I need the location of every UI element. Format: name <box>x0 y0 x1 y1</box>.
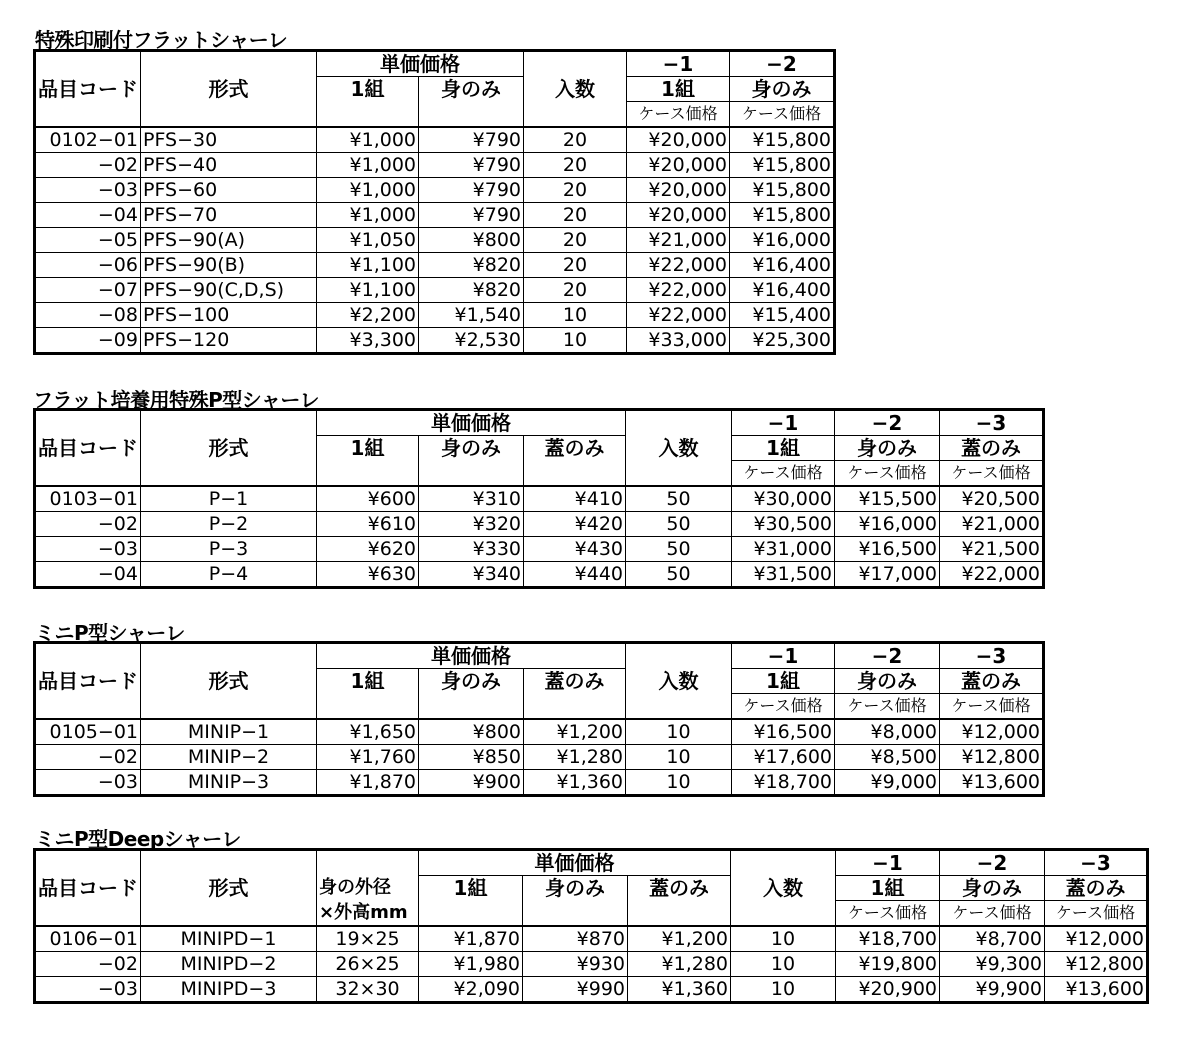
table-cell: ¥21,000 <box>940 512 1044 537</box>
header-case-3-sub: 蓋のみ <box>940 436 1044 461</box>
table-cell: ¥16,400 <box>730 253 835 278</box>
table-cell: −03 <box>35 977 141 1003</box>
section-title-mini-p-deep: ミニP型Deepシャーレ <box>35 827 241 851</box>
table-cell: ¥1,000 <box>317 203 419 228</box>
table-cell: −02 <box>35 952 141 977</box>
table-cell: −02 <box>35 512 141 537</box>
header-qty-label: 入数 <box>731 876 836 901</box>
header-case-1-sub: 1組 <box>836 876 940 901</box>
table-cell: MINIPD−3 <box>141 977 317 1003</box>
header-case-col-2: −2 <box>940 850 1045 876</box>
table-cell: ¥18,700 <box>836 926 940 952</box>
table-cell: ¥16,400 <box>730 278 835 303</box>
table-cell: ¥1,870 <box>317 770 419 796</box>
table-cell: −08 <box>35 303 141 328</box>
table-cell: ¥790 <box>419 178 524 203</box>
table-cell: 50 <box>626 486 732 512</box>
table-cell: 26×25 <box>317 952 419 977</box>
table-cell: ¥20,900 <box>836 977 940 1003</box>
table-body <box>35 486 1044 588</box>
section-title-flat-printed: 特殊印刷付フラットシャーレ <box>35 28 288 52</box>
table-cell: ¥310 <box>419 486 524 512</box>
table-cell: P−3 <box>141 537 317 562</box>
table-cell: −05 <box>35 228 141 253</box>
table-cell: ¥13,600 <box>1045 977 1148 1003</box>
table-body <box>35 926 1148 1003</box>
header-case-col-3: −3 <box>1045 850 1148 876</box>
header-case-3-sub: 蓋のみ <box>940 669 1044 694</box>
table-cell: −02 <box>35 153 141 178</box>
header-lid: 蓋のみ <box>524 436 626 461</box>
table-cell: 20 <box>524 253 627 278</box>
header-case-1-sub: 1組 <box>627 77 730 102</box>
table-cell: ¥21,500 <box>940 537 1044 562</box>
table-row <box>35 328 835 354</box>
header-case-col-1: −1 <box>836 850 940 876</box>
table-row <box>35 153 835 178</box>
table-cell: PFS−60 <box>141 178 317 203</box>
table-cell: ¥8,000 <box>835 719 940 745</box>
table-cell: ¥22,000 <box>627 253 730 278</box>
header-case-1-sub: 1組 <box>732 436 835 461</box>
header-dimension-line-2: ×外高mm <box>317 901 419 927</box>
table-cell: ¥22,000 <box>627 303 730 328</box>
table-cell: ¥13,600 <box>940 770 1044 796</box>
table-cell: ¥2,090 <box>419 977 523 1003</box>
table-cell: ¥620 <box>317 537 419 562</box>
table-row <box>35 178 835 203</box>
table-cell: MINIP−2 <box>141 745 317 770</box>
table-cell: ¥820 <box>419 278 524 303</box>
table-cell: 10 <box>731 952 836 977</box>
table-cell: PFS−120 <box>141 328 317 354</box>
table-row <box>35 745 1044 770</box>
table-cell: −09 <box>35 328 141 354</box>
header-case-price-3: ケース価格 <box>940 461 1044 487</box>
table-cell: ¥22,000 <box>940 562 1044 588</box>
table-cell: ¥320 <box>419 512 524 537</box>
table-cell: ¥17,600 <box>732 745 835 770</box>
table-cell: ¥1,100 <box>317 253 419 278</box>
table-cell: ¥800 <box>419 228 524 253</box>
table-cell: ¥12,800 <box>1045 952 1148 977</box>
table-row <box>35 303 835 328</box>
header-qty-label: 入数 <box>626 669 732 694</box>
header-unit-price: 単価価格 <box>419 850 731 876</box>
header-body: 身のみ <box>419 436 524 461</box>
table-cell: MINIP−3 <box>141 770 317 796</box>
table-cell: ¥12,000 <box>940 719 1044 745</box>
header-set: 1組 <box>419 876 523 901</box>
table-cell: 50 <box>626 537 732 562</box>
table-cell: PFS−90(B) <box>141 253 317 278</box>
table-cell: ¥1,050 <box>317 228 419 253</box>
table-row <box>35 512 1044 537</box>
header-qty <box>524 51 627 77</box>
table-cell: ¥20,000 <box>627 178 730 203</box>
header-set: 1組 <box>317 77 419 102</box>
header-body: 身のみ <box>523 876 628 901</box>
table-cell: PFS−90(C,D,S) <box>141 278 317 303</box>
table-cell: −07 <box>35 278 141 303</box>
header-unit-price: 単価価格 <box>317 643 626 669</box>
table-cell: ¥790 <box>419 203 524 228</box>
table-cell: ¥9,300 <box>940 952 1045 977</box>
table-cell: 10 <box>524 328 627 354</box>
table-cell: 32×30 <box>317 977 419 1003</box>
header-unit-price: 単価価格 <box>317 410 626 436</box>
table-cell: ¥610 <box>317 512 419 537</box>
header-case-price-1: ケース価格 <box>836 901 940 927</box>
table-row <box>35 127 835 153</box>
header-case-price-2: ケース価格 <box>940 901 1045 927</box>
table-row <box>35 253 835 278</box>
header-case-2-sub: 身のみ <box>835 436 940 461</box>
table-row <box>35 926 1148 952</box>
table-cell: P−1 <box>141 486 317 512</box>
table-cell: ¥16,000 <box>835 512 940 537</box>
table-row <box>35 952 1148 977</box>
table-cell: ¥17,000 <box>835 562 940 588</box>
table-cell: ¥16,500 <box>835 537 940 562</box>
table-cell: ¥31,500 <box>732 562 835 588</box>
table-row <box>35 203 835 228</box>
table-cell: 10 <box>731 977 836 1003</box>
header-case-price-2: ケース価格 <box>835 461 940 487</box>
header-case-2-sub: 身のみ <box>940 876 1045 901</box>
header-case-price-1: ケース価格 <box>627 102 730 128</box>
table-cell: ¥2,530 <box>419 328 524 354</box>
table-cell: MINIPD−2 <box>141 952 317 977</box>
table-cell: 20 <box>524 278 627 303</box>
table-cell: ¥20,000 <box>627 203 730 228</box>
table-cell: ¥15,800 <box>730 153 835 178</box>
table-row <box>35 562 1044 588</box>
table-row <box>35 278 835 303</box>
table-cell: ¥1,200 <box>524 719 626 745</box>
table-cell: 10 <box>626 719 732 745</box>
table-cell: ¥18,700 <box>732 770 835 796</box>
table-cell: ¥1,540 <box>419 303 524 328</box>
table-cell: ¥1,000 <box>317 153 419 178</box>
header-model-label: 形式 <box>141 77 317 102</box>
header-unit-price: 単価価格 <box>317 51 524 77</box>
header-case-col-1: −1 <box>732 643 835 669</box>
table-cell: ¥1,000 <box>317 127 419 153</box>
table-cell: MINIP−1 <box>141 719 317 745</box>
table-cell: ¥16,500 <box>732 719 835 745</box>
table-cell: −03 <box>35 537 141 562</box>
section-title-flat-culture-p: フラット培養用特殊P型シャーレ <box>33 388 319 412</box>
table-row <box>35 228 835 253</box>
table-cell: ¥1,000 <box>317 178 419 203</box>
table-cell: −03 <box>35 770 141 796</box>
header-case-2-sub: 身のみ <box>835 669 940 694</box>
header-case-price-3: ケース価格 <box>1045 901 1148 927</box>
table-cell: ¥1,100 <box>317 278 419 303</box>
section-title-mini-p: ミニP型シャーレ <box>35 621 185 645</box>
table-cell: ¥22,000 <box>627 278 730 303</box>
table-row <box>35 537 1044 562</box>
table-cell: 20 <box>524 178 627 203</box>
header-code-label: 品目コード <box>35 876 141 901</box>
header-case-col-3: −3 <box>940 643 1044 669</box>
table-cell: ¥15,500 <box>835 486 940 512</box>
table-body <box>35 719 1044 796</box>
table-cell: 20 <box>524 203 627 228</box>
table-cell: ¥25,300 <box>730 328 835 354</box>
header-qty-label: 入数 <box>626 436 732 461</box>
table-cell: ¥20,000 <box>627 153 730 178</box>
table-cell: ¥930 <box>523 952 628 977</box>
table-cell: ¥1,760 <box>317 745 419 770</box>
table-cell: PFS−100 <box>141 303 317 328</box>
header-qty-label: 入数 <box>524 77 627 102</box>
table-cell: ¥870 <box>523 926 628 952</box>
table-row <box>35 977 1148 1003</box>
header-code-label: 品目コード <box>35 436 141 461</box>
table-cell: ¥800 <box>419 719 524 745</box>
price-table-flat-printed <box>33 49 836 355</box>
table-cell: ¥15,800 <box>730 127 835 153</box>
table-cell: ¥820 <box>419 253 524 278</box>
table-cell: ¥30,000 <box>732 486 835 512</box>
table-row <box>35 486 1044 512</box>
table-cell: 20 <box>524 228 627 253</box>
table-cell: ¥430 <box>524 537 626 562</box>
table-cell: ¥1,870 <box>419 926 523 952</box>
header-model-label: 形式 <box>141 876 317 901</box>
table-cell: P−2 <box>141 512 317 537</box>
header-lid: 蓋のみ <box>524 669 626 694</box>
table-cell: ¥1,280 <box>628 952 731 977</box>
table-cell: ¥600 <box>317 486 419 512</box>
header-model-label: 形式 <box>141 436 317 461</box>
header-code <box>35 51 141 77</box>
table-cell: ¥410 <box>524 486 626 512</box>
table-cell: ¥15,800 <box>730 178 835 203</box>
table-cell: ¥15,400 <box>730 303 835 328</box>
price-table-mini-p <box>33 641 1045 797</box>
header-case-price-2: ケース価格 <box>730 102 835 128</box>
header-model <box>141 51 317 77</box>
table-cell: PFS−30 <box>141 127 317 153</box>
table-cell: 10 <box>731 926 836 952</box>
table-cell: −04 <box>35 562 141 588</box>
header-case-col-2: −2 <box>835 410 940 436</box>
table-cell: ¥31,000 <box>732 537 835 562</box>
table-cell: −02 <box>35 745 141 770</box>
table-cell: ¥8,500 <box>835 745 940 770</box>
price-table-mini-p-deep <box>33 848 1149 1004</box>
header-case-price-3: ケース価格 <box>940 694 1044 720</box>
table-cell: 0106−01 <box>35 926 141 952</box>
header-case-price-2: ケース価格 <box>835 694 940 720</box>
table-cell: PFS−40 <box>141 153 317 178</box>
table-cell: ¥16,000 <box>730 228 835 253</box>
table-cell: −06 <box>35 253 141 278</box>
table-cell: ¥33,000 <box>627 328 730 354</box>
header-case-3-sub: 蓋のみ <box>1045 876 1148 901</box>
table-cell: ¥20,500 <box>940 486 1044 512</box>
table-cell: ¥21,000 <box>627 228 730 253</box>
table-cell: ¥420 <box>524 512 626 537</box>
header-case-col-2: −2 <box>730 51 835 77</box>
table-cell: ¥30,500 <box>732 512 835 537</box>
table-cell: ¥12,800 <box>940 745 1044 770</box>
table-cell: 50 <box>626 512 732 537</box>
header-model-label: 形式 <box>141 669 317 694</box>
table-cell: ¥990 <box>523 977 628 1003</box>
header-body: 身のみ <box>419 669 524 694</box>
header-set: 1組 <box>317 669 419 694</box>
table-row <box>35 719 1044 745</box>
price-table-flat-culture-p <box>33 408 1045 589</box>
table-cell: 0103−01 <box>35 486 141 512</box>
table-cell: −03 <box>35 178 141 203</box>
table-cell: ¥12,000 <box>1045 926 1148 952</box>
table-cell: 19×25 <box>317 926 419 952</box>
table-cell: 0102−01 <box>35 127 141 153</box>
table-cell: PFS−90(A) <box>141 228 317 253</box>
table-cell: ¥1,650 <box>317 719 419 745</box>
table-cell: ¥1,280 <box>524 745 626 770</box>
table-cell: 10 <box>524 303 627 328</box>
header-code-label: 品目コード <box>35 669 141 694</box>
table-cell: ¥1,200 <box>628 926 731 952</box>
table-cell: ¥330 <box>419 537 524 562</box>
table-cell: ¥790 <box>419 127 524 153</box>
table-cell: ¥1,980 <box>419 952 523 977</box>
table-cell: −04 <box>35 203 141 228</box>
header-set: 1組 <box>317 436 419 461</box>
table-cell: ¥2,200 <box>317 303 419 328</box>
table-cell: ¥9,000 <box>835 770 940 796</box>
header-case-2-sub: 身のみ <box>730 77 835 102</box>
table-cell: ¥8,700 <box>940 926 1045 952</box>
header-case-price-1: ケース価格 <box>732 694 835 720</box>
table-cell: 0105−01 <box>35 719 141 745</box>
header-case-price-1: ケース価格 <box>732 461 835 487</box>
header-case-col-3: −3 <box>940 410 1044 436</box>
table-cell: ¥19,800 <box>836 952 940 977</box>
header-lid: 蓋のみ <box>628 876 731 901</box>
header-code-label: 品目コード <box>35 77 141 102</box>
table-cell: ¥340 <box>419 562 524 588</box>
header-case-col-2: −2 <box>835 643 940 669</box>
table-cell: ¥1,360 <box>524 770 626 796</box>
table-cell: P−4 <box>141 562 317 588</box>
header-case-1-sub: 1組 <box>732 669 835 694</box>
table-cell: 20 <box>524 153 627 178</box>
table-cell: ¥630 <box>317 562 419 588</box>
table-cell: 10 <box>626 770 732 796</box>
table-cell: ¥15,800 <box>730 203 835 228</box>
table-body <box>35 127 835 354</box>
header-case-col-1: −1 <box>732 410 835 436</box>
table-cell: 20 <box>524 127 627 153</box>
table-cell: 10 <box>626 745 732 770</box>
table-cell: ¥790 <box>419 153 524 178</box>
header-body: 身のみ <box>419 77 524 102</box>
table-cell: PFS−70 <box>141 203 317 228</box>
table-cell: MINIPD−1 <box>141 926 317 952</box>
table-cell: ¥440 <box>524 562 626 588</box>
table-row <box>35 770 1044 796</box>
table-cell: ¥3,300 <box>317 328 419 354</box>
header-dimension-line-1: 身の外径 <box>317 876 419 901</box>
table-cell: ¥20,000 <box>627 127 730 153</box>
table-cell: ¥900 <box>419 770 524 796</box>
header-case-col-1: −1 <box>627 51 730 77</box>
table-cell: ¥9,900 <box>940 977 1045 1003</box>
table-cell: ¥850 <box>419 745 524 770</box>
table-cell: 50 <box>626 562 732 588</box>
table-cell: ¥1,360 <box>628 977 731 1003</box>
